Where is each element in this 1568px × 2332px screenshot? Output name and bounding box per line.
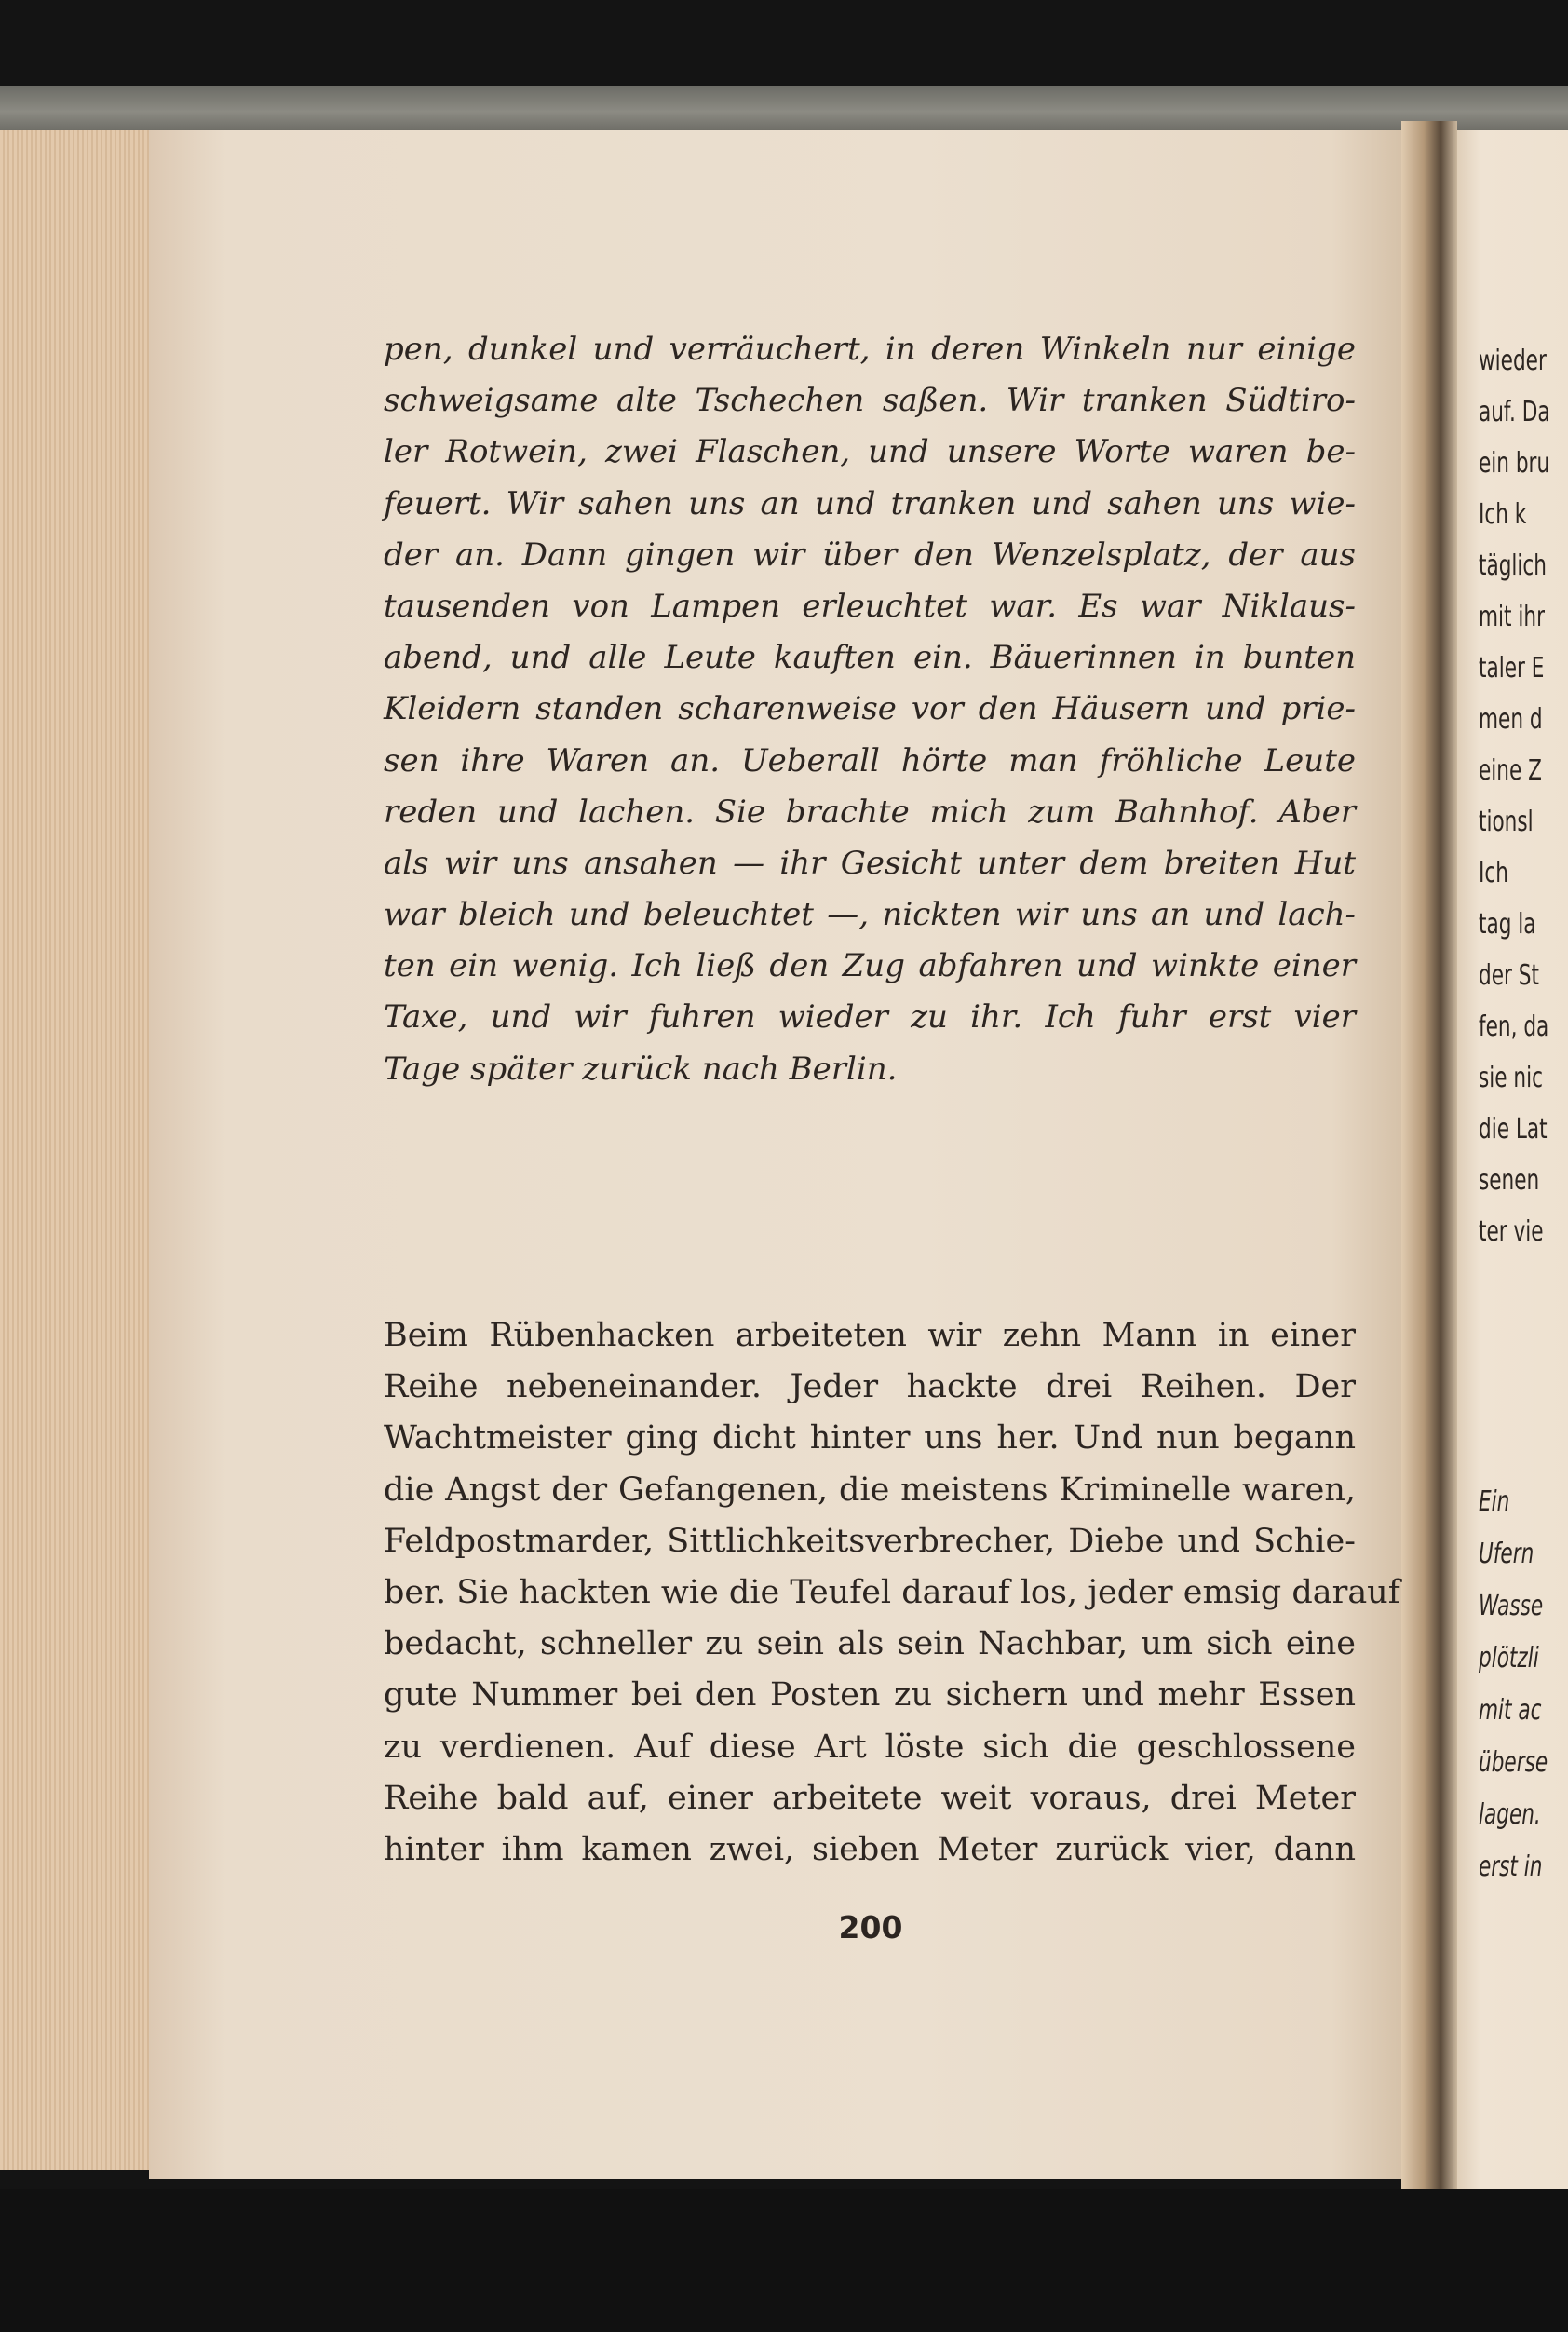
page-number: 200 xyxy=(838,1909,903,1946)
text-line: als wir uns ansahen — ihr Gesicht unter dem breiten Hut xyxy=(384,844,1356,882)
text-fragment: mit ihr xyxy=(1479,601,1545,633)
paragraph-italic xyxy=(384,324,1356,1095)
text-fragment: tionsl xyxy=(1479,806,1534,838)
text-line: bedacht, schneller zu sein als sein Nachbar, um sich eine xyxy=(384,1625,1356,1663)
text-fragment: wieder xyxy=(1479,345,1547,377)
text-line: Reihe nebeneinander. Jeder hackte drei Reihen. Der xyxy=(384,1368,1356,1406)
text-line: gute Nummer bei den Posten zu sichern und mehr Essen xyxy=(384,1676,1356,1715)
right-page-fragments-lower xyxy=(1479,1476,1552,1893)
text-line: sen ihre Waren an. Ueberall hörte man fröhliche Leute xyxy=(384,741,1356,780)
text-line: Tage später zurück nach Berlin. xyxy=(384,1050,898,1088)
text-fragment: ter vie xyxy=(1479,1215,1544,1248)
text-line: ber. Sie hackten wie die Teufel darauf los, jeder emsig darauf xyxy=(384,1573,1400,1611)
text-fragment: taler E xyxy=(1479,652,1545,685)
paragraph-roman xyxy=(384,1310,1400,1876)
text-fragment: Ich k xyxy=(1479,498,1527,531)
text-line: Feldpostmarder, Sittlichkeitsverbrecher, Diebe und Schie- xyxy=(384,1522,1356,1560)
text-line: abend, und alle Leute kauften ein. Bäuerinnen in bunten xyxy=(384,639,1356,677)
text-line: pen, dunkel und verräuchert, in deren Winkeln nur einige xyxy=(384,331,1356,368)
background-bottom xyxy=(0,2189,1568,2332)
right-page-fragments-upper xyxy=(1479,335,1552,1257)
text-fragment: fen, da xyxy=(1479,1010,1549,1043)
text-fragment: men d xyxy=(1479,703,1543,736)
text-fragment: auf. Da xyxy=(1479,396,1550,428)
text-fragment: tag la xyxy=(1479,908,1536,941)
text-fragment: Ich xyxy=(1479,857,1508,889)
text-line: war bleich und beleuchtet —, nickten wir uns an und lach- xyxy=(384,896,1356,934)
text-fragment: Ufern xyxy=(1479,1538,1534,1570)
book-gutter xyxy=(1401,121,1457,2207)
text-fragment: Ein xyxy=(1479,1485,1510,1518)
text-fragment: überse xyxy=(1479,1746,1548,1779)
text-fragment: eine Z xyxy=(1479,754,1542,787)
text-line: hinter ihm kamen zwei, sieben Meter zurück vier, dann xyxy=(384,1830,1356,1868)
text-line: Beim Rübenhacken arbeiteten wir zehn Mann in einer xyxy=(384,1317,1356,1354)
text-fragment: die Lat xyxy=(1479,1113,1548,1146)
text-fragment: senen xyxy=(1479,1164,1540,1197)
text-fragment: der St xyxy=(1479,959,1539,992)
text-line: reden und lachen. Sie brachte mich zum Bahnhof. Aber xyxy=(384,793,1356,831)
text-line: Kleidern standen scharenweise vor den Häusern und prie- xyxy=(384,690,1356,728)
text-fragment: mit ac xyxy=(1479,1694,1542,1727)
text-line: der an. Dann gingen wir über den Wenzelsplatz, der aus xyxy=(384,536,1356,574)
text-fragment: plötzli xyxy=(1479,1642,1539,1674)
text-fragment: erst in xyxy=(1479,1851,1543,1883)
text-fragment: ein bru xyxy=(1479,447,1550,480)
text-fragment: Wasse xyxy=(1479,1590,1544,1622)
text-line: ten ein wenig. Ich ließ den Zug abfahren und winkte einer xyxy=(384,947,1356,985)
text-line: Reihe bald auf, einer arbeitete weit voraus, drei Meter xyxy=(384,1779,1356,1817)
text-fragment: täglich xyxy=(1479,549,1547,582)
text-line: die Angst der Gefangenen, die meistens Kriminelle waren, xyxy=(384,1471,1356,1509)
text-line: Taxe, und wir fuhren wieder zu ihr. Ich fuhr erst vier xyxy=(384,998,1356,1037)
text-line: ler Rotwein, zwei Flaschen, und unsere Worte waren be- xyxy=(384,433,1356,471)
text-line: feuert. Wir sahen uns an und tranken und sahen uns wie- xyxy=(384,484,1356,522)
text-line: schweigsame alte Tschechen saßen. Wir tranken Südtiro- xyxy=(384,382,1356,420)
text-line: zu verdienen. Auf diese Art löste sich die geschlossene xyxy=(384,1728,1356,1766)
text-line: Wachtmeister ging dicht hinter uns her. Und nun begann xyxy=(384,1419,1356,1458)
text-fragment: lagen. xyxy=(1479,1798,1541,1831)
text-line: tausenden von Lampen erleuchtet war. Es war Niklaus- xyxy=(384,587,1356,625)
text-fragment: sie nic xyxy=(1479,1062,1543,1094)
